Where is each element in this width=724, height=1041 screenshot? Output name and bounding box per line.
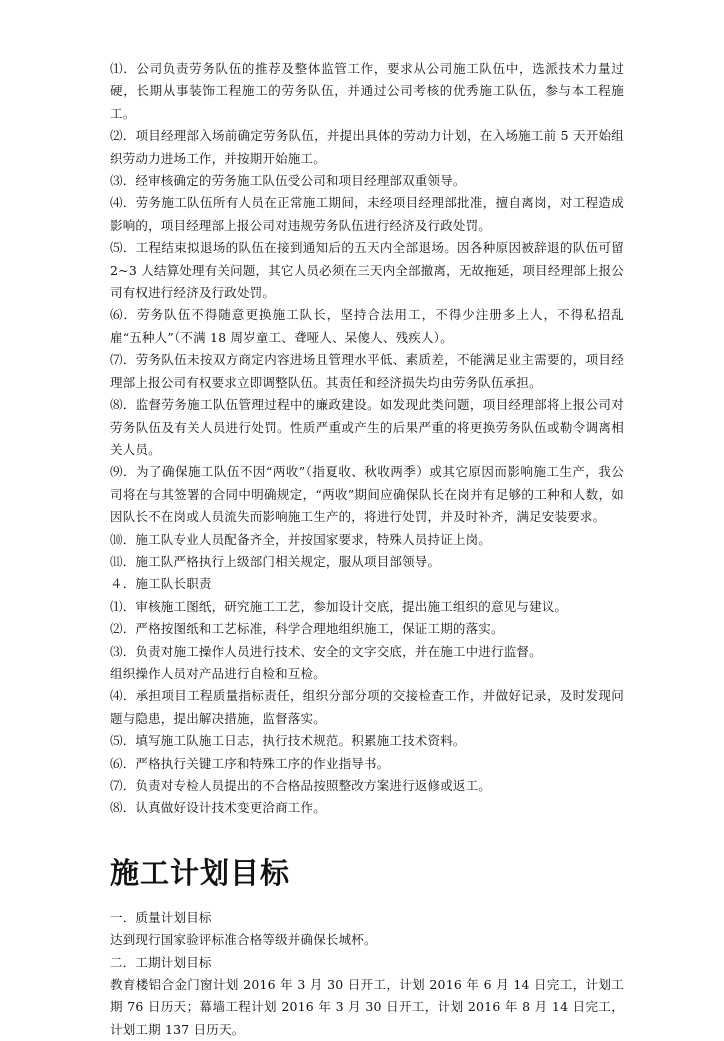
- subsection-title: 二．工期计划目标: [110, 954, 212, 970]
- paragraph: ⑻．监督劳务施工队伍管理过程中的廉政建设。如发现此类问题，项目经理部将上报公司对劳务队伍及有关人员进行处罚。性质严重或产生的后果严重的将更换劳务队伍或勒令调离相关人员。: [110, 397, 624, 457]
- paragraph: ⑵．严格按图纸和工艺标准，科学合理地组织施工，保证工期的落实。: [110, 621, 504, 637]
- paragraph: ⑷．承担项目工程质量指标责任，组织分部分项的交接检查工作，并做好记录，及时发现问题与隐患，提出解决措施，监督落实。: [110, 688, 624, 726]
- paragraph: ⑴．审核施工图纸，研究施工工艺，参加设计交底，提出施工组织的意见与建议。: [110, 598, 568, 614]
- paragraph: ⑸．工程结束拟退场的队伍在接到通知后的五天内全部退场。因各种原因被辞退的队伍可留 2~3 人结算处理有关问题，其它人员必须在三天内全部撤离，无故拖延，项目经理部上报公司有权进行经济及行政处罚。: [110, 240, 624, 301]
- section-heading: 施工计划目标: [110, 855, 291, 890]
- paragraph: ⑹．劳务队伍不得随意更换施工队长，坚持合法用工，不得少注册多上人，不得私招乱雇“五种人”（不满 18 周岁童工、聋哑人、呆傻人、残疾人）。: [110, 307, 624, 345]
- paragraph: 达到现行国家验评标准合格等级并确保长城杯。: [110, 932, 377, 948]
- paragraph: ⑷．劳务施工队伍所有人员在正常施工期间，未经项目经理部批准，擅自离岗，对工程造成影响的，项目经理部上报公司对违规劳务队伍进行经济及行政处罚。: [110, 195, 624, 233]
- paragraph: ⑸．填写施工队施工日志，执行技术规范。积累施工技术资料。: [110, 733, 466, 749]
- paragraph: ⑼．为了确保施工队伍不因“两收”（指夏收、秋收两季）或其它原因而影响施工生产，我公司将在与其签署的合同中明确规定，“两收”期间应确保队长在岗并有足够的工种和人数，如因队长不在岗或人员流失而影响施工生产的，将进行处罚，并及时补齐，满足安装要求。: [110, 464, 624, 525]
- paragraph: ⑶．负责对施工操作人员进行技术、安全的文字交底，并在施工中进行监督。: [110, 643, 542, 659]
- section-team-management: [110, 58, 624, 820]
- paragraph: 组织操作人员对产品进行自检和互检。: [110, 665, 326, 681]
- paragraph: ⑺．负责对专检人员提出的不合格品按照整改方案进行返修或返工。: [110, 778, 492, 793]
- paragraph: ⑶．经审核确定的劳务施工队伍受公司和项目经理部双重领导。: [110, 173, 466, 189]
- paragraph: ⑴．公司负责劳务队伍的推荐及整体监管工作，要求从公司施工队伍中，选派技术力量过硬，长期从事装饰工程施工的劳务队伍，并通过公司考核的优秀施工队伍，参与本工程施工。: [110, 61, 624, 121]
- section-plan-targets: [110, 907, 624, 1041]
- paragraph: ⑹．严格执行关键工序和特殊工序的作业指导书。: [110, 755, 390, 771]
- paragraph: ⑵．项目经理部入场前确定劳务队伍，并提出具体的劳动力计划，在入场施工前 5 天开始组织劳动力进场工作，并按期开始施工。: [110, 128, 624, 166]
- paragraph: ⑽．施工队专业人员配备齐全，并按国家要求，特殊人员持证上岗。: [110, 531, 492, 547]
- subsection-title: 一．质量计划目标: [110, 909, 212, 925]
- paragraph: ⑻．认真做好设计技术变更洽商工作。: [110, 800, 326, 816]
- paragraph: 教育楼铝合金门窗计划 2016 年 3 月 30 日开工，计划 2016 年 6 月 14 日完工，计划工期 76 日历天；幕墙工程计划 2016 年 3 月 30 日开工，计划 2016 年 8 月 14 日完工，计划工期 137 日历天。: [110, 977, 624, 1037]
- paragraph: ⑾．施工队严格执行上级部门相关规定，服从项目部领导。: [110, 553, 441, 569]
- paragraph: ⑺．劳务队伍未按双方商定内容进场且管理水平低、素质差，不能满足业主需要的，项目经理部上报公司有权要求立即调整队伍。其责任和经济损失均由劳务队伍承担。: [110, 352, 624, 390]
- subsection-title: ４．施工队长职责: [110, 576, 212, 592]
